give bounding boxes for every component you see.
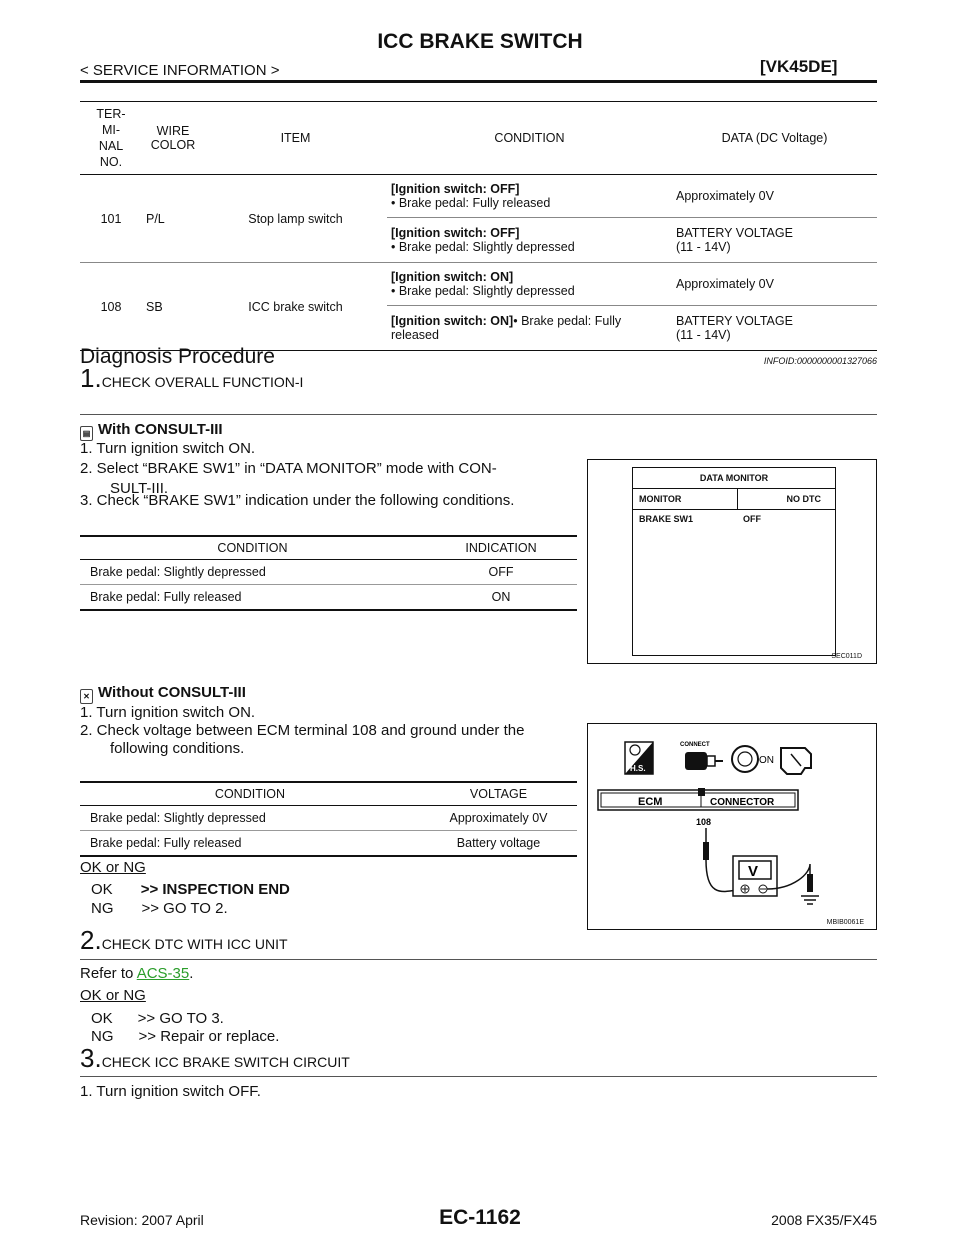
meter-label: V xyxy=(748,863,759,880)
with-step-3: 3. Check “BRAKE SW1” indication under the following conditions. xyxy=(80,492,515,509)
step-title: CHECK DTC WITH ICC UNIT xyxy=(101,936,288,952)
step-title: CHECK ICC BRAKE SWITCH CIRCUIT xyxy=(101,1054,350,1070)
with-step-2-cont: SULT-III. xyxy=(110,480,169,497)
ecm-label: ECM xyxy=(638,796,663,808)
step3-item-1: 1. Turn ignition switch OFF. xyxy=(80,1083,261,1100)
cell-data: BATTERY VOLTAGE (11 - 14V) xyxy=(672,306,877,351)
cell-condition: Brake pedal: Slightly depressed xyxy=(80,560,425,585)
cell-data: Approximately 0V xyxy=(672,263,877,306)
acs-link[interactable]: ACS-35 xyxy=(136,965,190,982)
cell-terminal: 108 xyxy=(80,263,142,351)
cell-wire: SB xyxy=(142,263,204,351)
figure-code: SEC011D xyxy=(831,653,862,660)
without-step-2: 2. Check voltage between ECM terminal 108 and ground under the xyxy=(80,722,525,739)
ok-result: OK >> INSPECTION END xyxy=(91,881,290,898)
step-title: CHECK OVERALL FUNCTION-I xyxy=(101,374,304,390)
model-name: 2008 FX35/FX45 xyxy=(771,1212,877,1228)
cell-condition: [Ignition switch: OFF] • Brake pedal: Fully released xyxy=(387,175,672,218)
monitor-header-row xyxy=(633,489,835,510)
cell-voltage: Battery voltage xyxy=(420,831,577,857)
without-step-2-cont: following conditions. xyxy=(110,740,245,757)
th-condition: CONDITION xyxy=(80,782,420,806)
voltage-table xyxy=(80,781,577,857)
cell-condition: Brake pedal: Slightly depressed xyxy=(80,806,420,831)
monitor-status: NO DTC xyxy=(786,494,821,504)
connector-label: CONNECTOR xyxy=(710,797,775,808)
th-terminal: TER- MI- NAL NO. xyxy=(80,102,142,175)
step-3-heading xyxy=(80,1043,350,1074)
engine-icon xyxy=(781,748,811,774)
cell-item: Stop lamp switch xyxy=(204,175,387,263)
monitor-screen xyxy=(632,467,836,656)
step-rule xyxy=(80,414,877,415)
monitor-item: BRAKE SW1 xyxy=(639,514,694,524)
refer-text: Refer to ACS-35. xyxy=(80,965,194,982)
diagnosis-title: Diagnosis Procedure xyxy=(80,345,275,368)
no-consult-icon: ✕ xyxy=(80,689,93,704)
cell-condition: Brake pedal: Fully released xyxy=(80,585,425,611)
page-number: EC-1162 xyxy=(439,1206,521,1229)
info-id: INFOID:0000000001327066 xyxy=(763,356,877,366)
th-voltage: VOLTAGE xyxy=(420,782,577,806)
th-indication: INDICATION xyxy=(425,536,577,560)
figure-code: MBIB0061E xyxy=(826,919,864,926)
monitor-title: DATA MONITOR xyxy=(633,468,835,489)
step-2-heading xyxy=(80,925,288,956)
revision-date: Revision: 2007 April xyxy=(80,1212,204,1228)
header-rule xyxy=(80,80,877,83)
data-monitor-figure xyxy=(587,459,877,664)
connector-diagram xyxy=(588,724,876,929)
cell-indication: OFF xyxy=(425,560,577,585)
th-data: DATA (DC Voltage) xyxy=(672,102,877,175)
step-rule xyxy=(80,1076,877,1077)
cell-terminal: 101 xyxy=(80,175,142,263)
connect-icon xyxy=(685,752,723,770)
with-consult-label: ▤ With CONSULT-III xyxy=(80,420,223,441)
without-step-1: 1. Turn ignition switch ON. xyxy=(80,704,256,721)
ok-result: OK >> GO TO 3. xyxy=(91,1010,224,1027)
cell-condition: [Ignition switch: OFF] • Brake pedal: Slightly depressed xyxy=(387,218,672,263)
th-condition: CONDITION xyxy=(387,102,672,175)
connect-text: CONNECT xyxy=(680,742,710,748)
ok-ng-label: OK or NG xyxy=(80,859,146,876)
step-number: 3. xyxy=(80,1043,102,1073)
ng-result: NG >> GO TO 2. xyxy=(91,900,228,917)
page-title: ICC BRAKE SWITCH xyxy=(377,30,583,53)
ok-ng-label: OK or NG xyxy=(80,987,146,1004)
cell-wire: P/L xyxy=(142,175,204,263)
monitor-col-label: MONITOR xyxy=(639,494,682,504)
with-step-2: 2. Select “BRAKE SW1” in “DATA MONITOR” mode with CON- xyxy=(80,460,497,477)
engine-code: [VK45DE] xyxy=(760,57,838,76)
step-number: 1. xyxy=(80,363,102,393)
section-label: < SERVICE INFORMATION > xyxy=(80,62,280,79)
step-number: 2. xyxy=(80,925,102,955)
th-item: ITEM xyxy=(204,102,387,175)
voltage-check-figure xyxy=(587,723,877,930)
th-wire: WIRE COLOR xyxy=(142,102,204,175)
cell-condition: [Ignition switch: ON]• Brake pedal: Fully released xyxy=(387,306,672,351)
with-step-1: 1. Turn ignition switch ON. xyxy=(80,440,256,457)
cell-condition: Brake pedal: Fully released xyxy=(80,831,420,857)
step-rule xyxy=(80,959,877,960)
terminal-label: 108 xyxy=(696,817,712,827)
cell-item: ICC brake switch xyxy=(204,263,387,351)
th-condition: CONDITION xyxy=(80,536,425,560)
cell-data: Approximately 0V xyxy=(672,175,877,218)
ignition-on-icon xyxy=(732,746,758,772)
hs-text: H.S. xyxy=(630,764,646,773)
indication-table xyxy=(80,535,577,611)
on-text: ON xyxy=(759,755,774,766)
ng-result: NG >> Repair or replace. xyxy=(91,1028,280,1045)
terminal-table xyxy=(80,101,877,351)
consult-icon: ▤ xyxy=(80,426,93,441)
cell-data: BATTERY VOLTAGE (11 - 14V) xyxy=(672,218,877,263)
cell-indication: ON xyxy=(425,585,577,611)
cell-condition: [Ignition switch: ON] • Brake pedal: Slightly depressed xyxy=(387,263,672,306)
without-consult-label: ✕ Without CONSULT-III xyxy=(80,683,246,704)
cell-voltage: Approximately 0V xyxy=(420,806,577,831)
step-1-heading xyxy=(80,363,303,394)
monitor-value: OFF xyxy=(743,514,761,524)
